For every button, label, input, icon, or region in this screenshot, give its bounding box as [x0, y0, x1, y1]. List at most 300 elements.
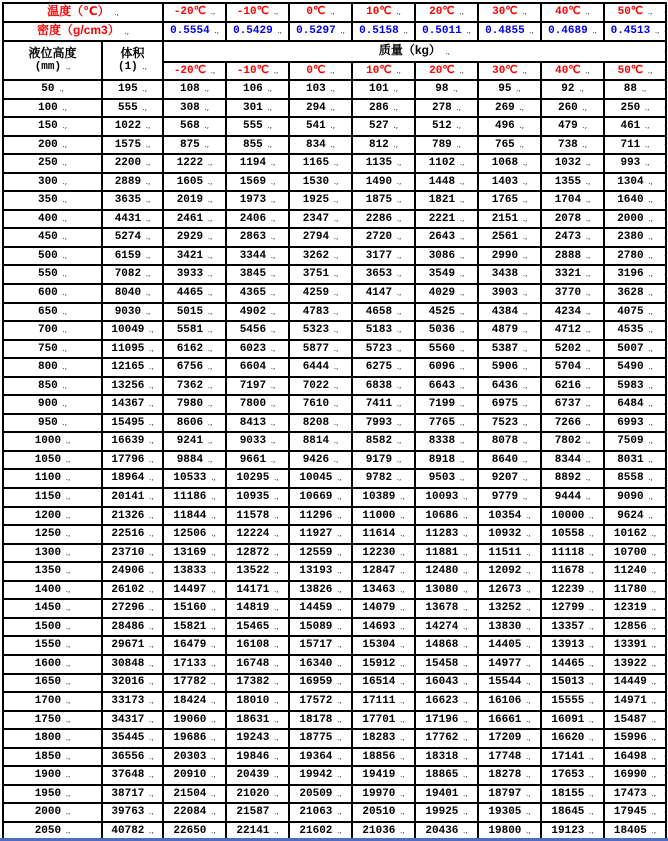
volume-cell[interactable]	[102, 599, 163, 618]
mass-cell[interactable]	[226, 117, 289, 136]
mass-cell[interactable]	[415, 711, 478, 730]
mass-cell[interactable]	[541, 581, 604, 600]
mass-cell[interactable]	[289, 766, 352, 785]
mass-cell[interactable]	[415, 469, 478, 488]
height-cell[interactable]	[3, 80, 102, 99]
volume-cell[interactable]	[102, 432, 163, 451]
volume-cell[interactable]	[102, 210, 163, 229]
mass-cell[interactable]	[415, 210, 478, 229]
mass-cell[interactable]	[541, 284, 604, 303]
mass-cell[interactable]	[289, 692, 352, 711]
mass-cell[interactable]	[352, 136, 415, 155]
mass-cell[interactable]	[289, 803, 352, 822]
mass-cell[interactable]	[226, 711, 289, 730]
mass-cell[interactable]	[541, 432, 604, 451]
mass-cell[interactable]	[478, 711, 541, 730]
mass-cell[interactable]	[226, 358, 289, 377]
mass-cell[interactable]	[415, 692, 478, 711]
height-cell[interactable]	[3, 766, 102, 785]
mass-cell[interactable]	[478, 729, 541, 748]
mass-cell[interactable]	[226, 562, 289, 581]
mass-cell[interactable]	[541, 674, 604, 693]
volume-cell[interactable]	[102, 636, 163, 655]
mass-cell[interactable]	[226, 228, 289, 247]
mass-temp-col-header[interactable]	[226, 62, 289, 80]
mass-cell[interactable]	[415, 99, 478, 118]
mass-cell[interactable]	[604, 674, 666, 693]
mass-cell[interactable]	[226, 432, 289, 451]
mass-cell[interactable]	[415, 748, 478, 767]
mass-cell[interactable]	[226, 674, 289, 693]
mass-cell[interactable]	[541, 303, 604, 322]
mass-cell[interactable]	[163, 766, 226, 785]
mass-cell[interactable]	[541, 321, 604, 340]
volume-label-cell[interactable]	[102, 41, 163, 80]
mass-cell[interactable]	[541, 173, 604, 192]
mass-cell[interactable]	[352, 451, 415, 470]
mass-cell[interactable]	[289, 581, 352, 600]
height-cell[interactable]	[3, 173, 102, 192]
height-cell[interactable]	[3, 469, 102, 488]
volume-cell[interactable]	[102, 766, 163, 785]
mass-cell[interactable]	[541, 507, 604, 526]
mass-cell[interactable]	[415, 507, 478, 526]
mass-cell[interactable]	[163, 377, 226, 396]
volume-cell[interactable]	[102, 321, 163, 340]
mass-cell[interactable]	[226, 748, 289, 767]
volume-cell[interactable]	[102, 117, 163, 136]
mass-cell[interactable]	[226, 395, 289, 414]
volume-cell[interactable]	[102, 488, 163, 507]
mass-cell[interactable]	[604, 303, 666, 322]
temp-col-header[interactable]	[415, 3, 478, 22]
mass-cell[interactable]	[478, 636, 541, 655]
temp-col-header[interactable]	[604, 3, 666, 22]
mass-temp-col-header[interactable]	[478, 62, 541, 80]
mass-cell[interactable]	[415, 303, 478, 322]
mass-cell[interactable]	[226, 581, 289, 600]
mass-cell[interactable]	[289, 507, 352, 526]
volume-cell[interactable]	[102, 581, 163, 600]
mass-cell[interactable]	[352, 766, 415, 785]
mass-cell[interactable]	[289, 451, 352, 470]
mass-cell[interactable]	[415, 340, 478, 359]
mass-cell[interactable]	[478, 766, 541, 785]
mass-cell[interactable]	[415, 803, 478, 822]
volume-cell[interactable]	[102, 358, 163, 377]
mass-cell[interactable]	[415, 488, 478, 507]
mass-cell[interactable]	[541, 618, 604, 637]
mass-cell[interactable]	[289, 636, 352, 655]
mass-cell[interactable]	[415, 581, 478, 600]
height-cell[interactable]	[3, 507, 102, 526]
density-label-cell[interactable]	[3, 22, 163, 41]
mass-cell[interactable]	[289, 562, 352, 581]
mass-cell[interactable]	[226, 692, 289, 711]
mass-cell[interactable]	[163, 358, 226, 377]
volume-cell[interactable]	[102, 748, 163, 767]
mass-cell[interactable]	[352, 265, 415, 284]
mass-cell[interactable]	[289, 599, 352, 618]
mass-cell[interactable]	[541, 395, 604, 414]
mass-cell[interactable]	[163, 785, 226, 804]
mass-cell[interactable]	[289, 618, 352, 637]
mass-cell[interactable]	[541, 469, 604, 488]
mass-cell[interactable]	[478, 321, 541, 340]
mass-cell[interactable]	[541, 358, 604, 377]
mass-cell[interactable]	[163, 228, 226, 247]
height-cell[interactable]	[3, 191, 102, 210]
mass-cell[interactable]	[415, 674, 478, 693]
mass-cell[interactable]	[352, 340, 415, 359]
volume-cell[interactable]	[102, 785, 163, 804]
mass-cell[interactable]	[478, 99, 541, 118]
mass-cell[interactable]	[352, 581, 415, 600]
mass-cell[interactable]	[541, 414, 604, 433]
volume-cell[interactable]	[102, 191, 163, 210]
mass-cell[interactable]	[226, 544, 289, 563]
mass-cell[interactable]	[478, 488, 541, 507]
mass-label-cell[interactable]	[163, 41, 666, 62]
mass-cell[interactable]	[163, 507, 226, 526]
density-cell[interactable]	[478, 22, 541, 41]
volume-cell[interactable]	[102, 99, 163, 118]
mass-cell[interactable]	[604, 748, 666, 767]
mass-cell[interactable]	[415, 729, 478, 748]
mass-cell[interactable]	[415, 544, 478, 563]
mass-cell[interactable]	[478, 748, 541, 767]
mass-cell[interactable]	[352, 395, 415, 414]
height-cell[interactable]	[3, 117, 102, 136]
mass-cell[interactable]	[541, 729, 604, 748]
mass-cell[interactable]	[415, 265, 478, 284]
mass-cell[interactable]	[415, 655, 478, 674]
mass-cell[interactable]	[289, 488, 352, 507]
mass-cell[interactable]	[541, 377, 604, 396]
mass-cell[interactable]	[352, 191, 415, 210]
height-cell[interactable]	[3, 451, 102, 470]
mass-cell[interactable]	[604, 469, 666, 488]
mass-cell[interactable]	[289, 228, 352, 247]
height-cell[interactable]	[3, 414, 102, 433]
volume-cell[interactable]	[102, 507, 163, 526]
mass-cell[interactable]	[604, 655, 666, 674]
height-cell[interactable]	[3, 785, 102, 804]
mass-cell[interactable]	[352, 803, 415, 822]
liquid-height-label-cell[interactable]	[3, 41, 102, 80]
mass-cell[interactable]	[352, 432, 415, 451]
mass-cell[interactable]	[541, 711, 604, 730]
mass-cell[interactable]	[604, 581, 666, 600]
mass-cell[interactable]	[163, 154, 226, 173]
mass-cell[interactable]	[352, 117, 415, 136]
mass-cell[interactable]	[226, 636, 289, 655]
volume-cell[interactable]	[102, 729, 163, 748]
mass-cell[interactable]	[415, 432, 478, 451]
temperature-label-cell[interactable]	[3, 3, 163, 22]
mass-cell[interactable]	[163, 265, 226, 284]
mass-cell[interactable]	[163, 636, 226, 655]
height-cell[interactable]	[3, 340, 102, 359]
height-cell[interactable]	[3, 136, 102, 155]
mass-cell[interactable]	[226, 377, 289, 396]
mass-cell[interactable]	[163, 414, 226, 433]
volume-cell[interactable]	[102, 80, 163, 99]
height-cell[interactable]	[3, 303, 102, 322]
mass-cell[interactable]	[289, 432, 352, 451]
mass-cell[interactable]	[415, 618, 478, 637]
volume-cell[interactable]	[102, 655, 163, 674]
mass-cell[interactable]	[163, 321, 226, 340]
mass-cell[interactable]	[541, 766, 604, 785]
volume-cell[interactable]	[102, 803, 163, 822]
mass-cell[interactable]	[604, 525, 666, 544]
mass-cell[interactable]	[541, 544, 604, 563]
temp-col-header[interactable]	[541, 3, 604, 22]
mass-cell[interactable]	[478, 618, 541, 637]
mass-cell[interactable]	[289, 321, 352, 340]
mass-cell[interactable]	[415, 377, 478, 396]
mass-cell[interactable]	[541, 488, 604, 507]
mass-cell[interactable]	[289, 469, 352, 488]
mass-cell[interactable]	[604, 284, 666, 303]
height-cell[interactable]	[3, 692, 102, 711]
mass-cell[interactable]	[289, 395, 352, 414]
mass-temp-col-header[interactable]	[163, 62, 226, 80]
mass-cell[interactable]	[478, 692, 541, 711]
mass-cell[interactable]	[163, 544, 226, 563]
mass-cell[interactable]	[163, 432, 226, 451]
mass-cell[interactable]	[478, 358, 541, 377]
mass-cell[interactable]	[541, 136, 604, 155]
volume-cell[interactable]	[102, 340, 163, 359]
volume-cell[interactable]	[102, 711, 163, 730]
mass-cell[interactable]	[541, 247, 604, 266]
mass-cell[interactable]	[478, 674, 541, 693]
mass-cell[interactable]	[352, 173, 415, 192]
mass-cell[interactable]	[226, 321, 289, 340]
mass-cell[interactable]	[163, 711, 226, 730]
mass-cell[interactable]	[604, 488, 666, 507]
mass-temp-col-header[interactable]	[541, 62, 604, 80]
mass-cell[interactable]	[604, 636, 666, 655]
mass-cell[interactable]	[289, 210, 352, 229]
mass-cell[interactable]	[352, 785, 415, 804]
mass-cell[interactable]	[478, 414, 541, 433]
mass-cell[interactable]	[604, 265, 666, 284]
mass-cell[interactable]	[163, 692, 226, 711]
volume-cell[interactable]	[102, 284, 163, 303]
volume-cell[interactable]	[102, 451, 163, 470]
height-cell[interactable]	[3, 655, 102, 674]
mass-cell[interactable]	[604, 228, 666, 247]
height-cell[interactable]	[3, 525, 102, 544]
mass-cell[interactable]	[604, 766, 666, 785]
mass-cell[interactable]	[226, 136, 289, 155]
mass-cell[interactable]	[478, 265, 541, 284]
mass-cell[interactable]	[604, 599, 666, 618]
mass-cell[interactable]	[415, 599, 478, 618]
volume-cell[interactable]	[102, 136, 163, 155]
height-cell[interactable]	[3, 544, 102, 563]
mass-cell[interactable]	[478, 581, 541, 600]
density-cell[interactable]	[289, 22, 352, 41]
mass-cell[interactable]	[478, 80, 541, 99]
mass-cell[interactable]	[541, 80, 604, 99]
mass-cell[interactable]	[226, 99, 289, 118]
mass-cell[interactable]	[289, 544, 352, 563]
mass-cell[interactable]	[541, 117, 604, 136]
height-cell[interactable]	[3, 395, 102, 414]
mass-cell[interactable]	[163, 655, 226, 674]
mass-cell[interactable]	[289, 748, 352, 767]
mass-cell[interactable]	[541, 785, 604, 804]
mass-cell[interactable]	[289, 729, 352, 748]
mass-cell[interactable]	[352, 303, 415, 322]
mass-cell[interactable]	[478, 655, 541, 674]
mass-cell[interactable]	[289, 674, 352, 693]
mass-cell[interactable]	[289, 303, 352, 322]
mass-cell[interactable]	[478, 469, 541, 488]
mass-cell[interactable]	[163, 469, 226, 488]
volume-cell[interactable]	[102, 414, 163, 433]
mass-cell[interactable]	[478, 544, 541, 563]
mass-cell[interactable]	[226, 284, 289, 303]
mass-cell[interactable]	[289, 154, 352, 173]
height-cell[interactable]	[3, 377, 102, 396]
height-cell[interactable]	[3, 284, 102, 303]
mass-cell[interactable]	[226, 507, 289, 526]
mass-cell[interactable]	[604, 414, 666, 433]
height-cell[interactable]	[3, 99, 102, 118]
height-cell[interactable]	[3, 488, 102, 507]
mass-cell[interactable]	[226, 655, 289, 674]
mass-cell[interactable]	[226, 154, 289, 173]
mass-cell[interactable]	[415, 117, 478, 136]
mass-cell[interactable]	[541, 692, 604, 711]
height-cell[interactable]	[3, 711, 102, 730]
height-cell[interactable]	[3, 748, 102, 767]
mass-cell[interactable]	[604, 451, 666, 470]
mass-cell[interactable]	[163, 340, 226, 359]
mass-cell[interactable]	[541, 154, 604, 173]
mass-cell[interactable]	[226, 469, 289, 488]
mass-cell[interactable]	[226, 729, 289, 748]
mass-cell[interactable]	[352, 711, 415, 730]
volume-cell[interactable]	[102, 525, 163, 544]
density-cell[interactable]	[415, 22, 478, 41]
height-cell[interactable]	[3, 432, 102, 451]
mass-cell[interactable]	[478, 191, 541, 210]
mass-cell[interactable]	[289, 358, 352, 377]
mass-cell[interactable]	[163, 80, 226, 99]
mass-cell[interactable]	[226, 191, 289, 210]
mass-cell[interactable]	[415, 247, 478, 266]
mass-cell[interactable]	[352, 377, 415, 396]
mass-cell[interactable]	[604, 210, 666, 229]
volume-cell[interactable]	[102, 562, 163, 581]
mass-cell[interactable]	[478, 117, 541, 136]
mass-cell[interactable]	[352, 729, 415, 748]
mass-cell[interactable]	[415, 562, 478, 581]
mass-cell[interactable]	[226, 303, 289, 322]
mass-cell[interactable]	[289, 377, 352, 396]
mass-temp-col-header[interactable]	[289, 62, 352, 80]
mass-cell[interactable]	[163, 247, 226, 266]
mass-cell[interactable]	[478, 451, 541, 470]
mass-cell[interactable]	[541, 636, 604, 655]
mass-cell[interactable]	[163, 136, 226, 155]
mass-cell[interactable]	[352, 562, 415, 581]
mass-cell[interactable]	[289, 284, 352, 303]
volume-cell[interactable]	[102, 173, 163, 192]
temp-col-header[interactable]	[478, 3, 541, 22]
height-cell[interactable]	[3, 265, 102, 284]
mass-cell[interactable]	[226, 785, 289, 804]
mass-cell[interactable]	[163, 284, 226, 303]
mass-cell[interactable]	[478, 377, 541, 396]
volume-cell[interactable]	[102, 544, 163, 563]
mass-cell[interactable]	[163, 803, 226, 822]
mass-cell[interactable]	[163, 210, 226, 229]
mass-cell[interactable]	[604, 432, 666, 451]
mass-cell[interactable]	[415, 173, 478, 192]
mass-cell[interactable]	[163, 451, 226, 470]
mass-cell[interactable]	[163, 748, 226, 767]
mass-cell[interactable]	[289, 136, 352, 155]
mass-cell[interactable]	[478, 228, 541, 247]
mass-cell[interactable]	[352, 210, 415, 229]
mass-cell[interactable]	[604, 618, 666, 637]
mass-cell[interactable]	[289, 785, 352, 804]
mass-cell[interactable]	[541, 599, 604, 618]
mass-cell[interactable]	[541, 748, 604, 767]
volume-cell[interactable]	[102, 303, 163, 322]
mass-cell[interactable]	[415, 228, 478, 247]
mass-cell[interactable]	[289, 265, 352, 284]
height-cell[interactable]	[3, 210, 102, 229]
mass-cell[interactable]	[289, 525, 352, 544]
mass-cell[interactable]	[415, 451, 478, 470]
mass-cell[interactable]	[163, 303, 226, 322]
mass-cell[interactable]	[289, 414, 352, 433]
mass-cell[interactable]	[163, 99, 226, 118]
volume-cell[interactable]	[102, 469, 163, 488]
mass-cell[interactable]	[163, 599, 226, 618]
mass-cell[interactable]	[478, 507, 541, 526]
height-cell[interactable]	[3, 581, 102, 600]
mass-cell[interactable]	[478, 173, 541, 192]
mass-cell[interactable]	[478, 525, 541, 544]
mass-cell[interactable]	[604, 785, 666, 804]
mass-cell[interactable]	[604, 544, 666, 563]
mass-cell[interactable]	[478, 562, 541, 581]
density-cell[interactable]	[541, 22, 604, 41]
mass-cell[interactable]	[478, 785, 541, 804]
volume-cell[interactable]	[102, 228, 163, 247]
height-cell[interactable]	[3, 618, 102, 637]
mass-cell[interactable]	[226, 80, 289, 99]
mass-cell[interactable]	[415, 395, 478, 414]
mass-cell[interactable]	[352, 692, 415, 711]
mass-cell[interactable]	[352, 748, 415, 767]
mass-cell[interactable]	[604, 136, 666, 155]
mass-cell[interactable]	[163, 674, 226, 693]
density-cell[interactable]	[163, 22, 226, 41]
mass-cell[interactable]	[604, 507, 666, 526]
volume-cell[interactable]	[102, 692, 163, 711]
mass-cell[interactable]	[226, 210, 289, 229]
